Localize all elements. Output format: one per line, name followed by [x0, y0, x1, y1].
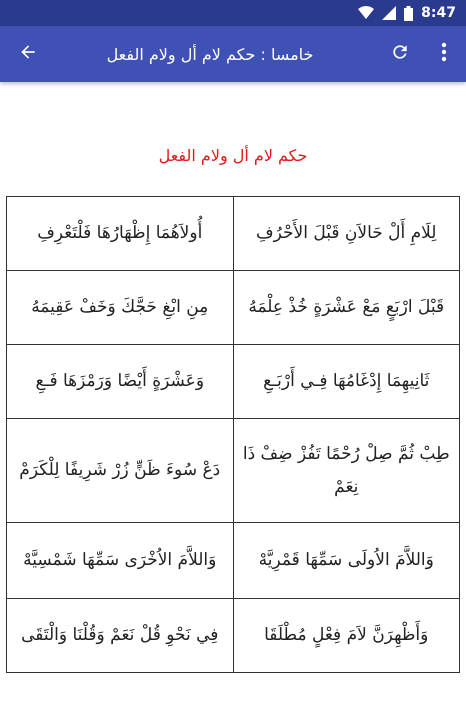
table-row — [7, 271, 460, 345]
poem-table — [6, 196, 460, 673]
content-heading: حكم لام أل ولام الفعل — [158, 146, 308, 165]
verse-right: ثَانِيهِمَا إِدْغَامُهَا فِـي أَرْبَـعِ — [233, 345, 460, 419]
verse-left: وَاللاَّمَ الاُخْرَى سَمِّهَا شَمْسِيَّهْ — [7, 523, 234, 599]
verse-right: قَبْلَ ارْبَعٍ مَعْ عَشْرَةٍ خُذْ عِلْمَهُ — [233, 271, 460, 345]
app-bar — [0, 26, 466, 82]
table-row — [7, 523, 460, 599]
status-time: 8:47 — [421, 5, 456, 21]
verse-left: وَعَشْرَةٍ أَيْضًا وَرَمْزَهَا فَـعِ — [7, 345, 234, 419]
table-row — [7, 419, 460, 523]
arrow-back-icon — [18, 42, 38, 66]
back-button[interactable] — [0, 26, 56, 82]
verse-left: أُولاَهُمَا إِظْهَارُهَا فَلْتَعْرِفِ — [7, 197, 234, 271]
table-row — [7, 599, 460, 673]
battery-icon — [404, 6, 413, 21]
page-title: خامسا : حكم لام أل ولام الفعل — [106, 44, 314, 64]
verse-right: لِلَامِ أَلْ حَالاَنِ قَبْلَ الأَحْرُفِ — [233, 197, 460, 271]
refresh-icon — [390, 42, 410, 66]
table-row — [7, 345, 460, 419]
verse-left: فِي نَحْوِ قُلْ نَعَمْ وَقُلْنَا وَالْتَقَى — [7, 599, 234, 673]
verse-right: طِبْ ثُمَّ صِلْ رُحْمًا تَفُزْ ضِفْ ذَا نِعَمْ — [233, 419, 460, 523]
table-row — [7, 197, 460, 271]
verse-left: مِنِ ابْغِ حَجَّكَ وَخَفْ عَقِيمَهُ — [7, 271, 234, 345]
signal-icon — [382, 6, 396, 20]
more-vert-icon — [441, 42, 447, 66]
verse-left: دَعْ سُوءَ ظَنٍّ زُرْ شَرِيفًا لِلْكَرَمْ — [7, 419, 234, 523]
overflow-menu-button[interactable] — [422, 26, 466, 82]
status-bar — [0, 0, 466, 26]
wifi-icon — [358, 6, 374, 20]
verse-right: وَاللاَّمَ الاُولَى سَمِّهَا قَمْرِيَّهْ — [233, 523, 460, 599]
verse-right: وَأَظْهِرَنَّ لاَمَ فِعْلٍ مُطْلَقَا — [233, 599, 460, 673]
refresh-button[interactable] — [378, 26, 422, 82]
